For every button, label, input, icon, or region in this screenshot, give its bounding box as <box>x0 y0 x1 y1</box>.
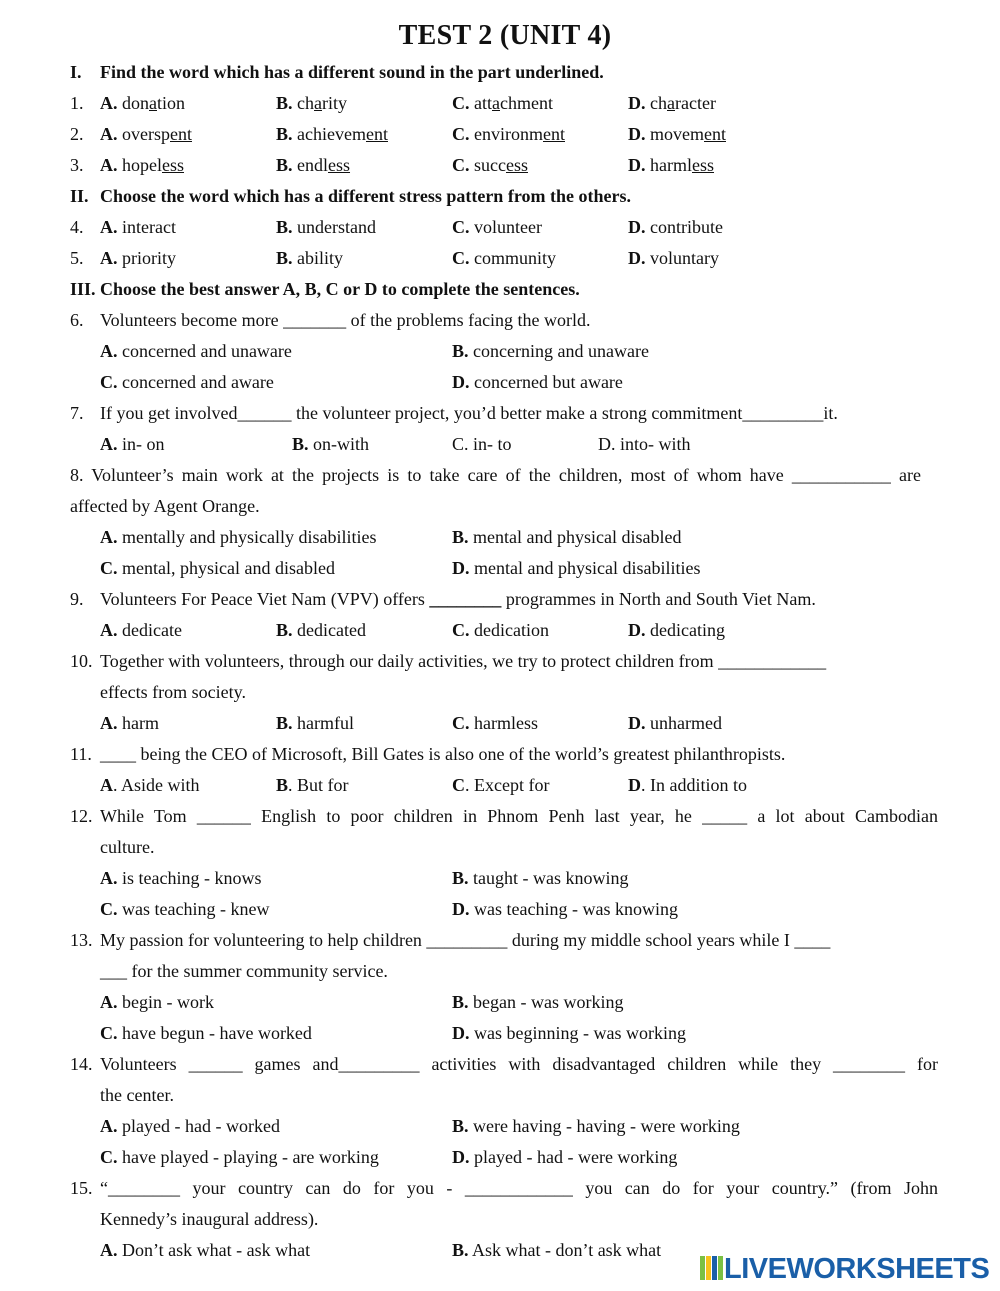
option-b[interactable]: B. on-with <box>292 434 370 454</box>
option-a[interactable]: A. begin - work <box>100 992 214 1012</box>
option-b[interactable]: B. endless <box>276 155 351 175</box>
option-d[interactable]: D. concerned but aware <box>452 372 623 392</box>
option-b[interactable]: B. began - was working <box>452 992 624 1012</box>
option-a[interactable]: A. in- on <box>100 434 165 454</box>
option-b[interactable]: B. understand <box>276 217 376 237</box>
question-stem: “________ your country can do for you - ____________ you can do for your country.” (from John <box>100 1178 938 1198</box>
option-b[interactable]: B. But for <box>276 775 349 795</box>
question-stem: Volunteers ______ games and_________ activities with disadvantaged children while they ________ for <box>100 1054 938 1074</box>
question-stem: 8. Volunteer’s main work at the projects is to take care of the children, most of whom have ___________ are <box>70 465 921 485</box>
option-d[interactable]: D. was beginning - was working <box>452 1023 686 1043</box>
liveworksheets-logo-icon <box>700 1256 724 1280</box>
option-b[interactable]: B. concerning and unaware <box>452 341 649 361</box>
option-d[interactable]: D. voluntary <box>628 248 719 268</box>
option-b[interactable]: B. mental and physical disabled <box>452 527 682 547</box>
option-c[interactable]: C. success <box>452 155 528 175</box>
option-d[interactable]: D. In addition to <box>628 775 747 795</box>
option-d[interactable]: D. mental and physical disabilities <box>452 558 701 578</box>
option-b[interactable]: B. taught - was knowing <box>452 868 629 888</box>
option-c[interactable]: C. concerned and aware <box>100 372 274 392</box>
question-stem: Volunteers become more _______ of the problems facing the world. <box>100 310 591 330</box>
option-a[interactable]: A. dedicate <box>100 620 182 640</box>
option-a[interactable]: A. harm <box>100 713 159 733</box>
option-c[interactable]: C. mental, physical and disabled <box>100 558 335 578</box>
option-a[interactable]: A. interact <box>100 217 176 237</box>
option-d[interactable]: D. dedicating <box>628 620 725 640</box>
option-d[interactable]: D. harmless <box>628 155 714 175</box>
option-c[interactable]: C. in- to <box>452 434 512 454</box>
option-c[interactable]: C. was teaching - knew <box>100 899 270 919</box>
option-d[interactable]: D. character <box>628 93 716 113</box>
option-a[interactable]: A. mentally and physically disabilities <box>100 527 377 547</box>
option-c[interactable]: C. community <box>452 248 556 268</box>
option-c[interactable]: C. environment <box>452 124 565 144</box>
option-a[interactable]: A. overspent <box>100 124 192 144</box>
liveworksheets-logo-text: LIVEWORKSHEETS <box>724 1253 990 1285</box>
option-a[interactable]: A. Don’t ask what - ask what <box>100 1240 311 1260</box>
option-b[interactable]: B. were having - having - were working <box>452 1116 740 1136</box>
option-c[interactable]: C. volunteer <box>452 217 542 237</box>
option-b[interactable]: B. harmful <box>276 713 354 733</box>
option-b[interactable]: B. achievement <box>276 124 388 144</box>
option-a[interactable]: A. is teaching - knows <box>100 868 262 888</box>
option-a[interactable]: A. played - had - worked <box>100 1116 280 1136</box>
question-stem: My passion for volunteering to help children _________ during my middle school years while I ____ <box>100 930 831 950</box>
option-b[interactable]: B. charity <box>276 93 348 113</box>
question-stem: Together with volunteers, through our daily activities, we try to protect children from ____________ <box>100 651 827 671</box>
option-a[interactable]: A. Aside with <box>100 775 200 795</box>
question-stem: If you get involved______ the volunteer project, you’d better make a strong commitment_________it. <box>100 403 838 423</box>
option-c[interactable]: C. Except for <box>452 775 550 795</box>
option-d[interactable]: D. was teaching - was knowing <box>452 899 678 919</box>
question-stem: ____ being the CEO of Microsoft, Bill Gates is also one of the world’s greatest philanthropists. <box>100 744 786 764</box>
option-b[interactable]: B. Ask what - don’t ask what <box>452 1240 662 1260</box>
option-d[interactable]: D. unharmed <box>628 713 722 733</box>
option-d[interactable]: D. contribute <box>628 217 723 237</box>
option-c[interactable]: C. attachment <box>452 93 553 113</box>
option-a[interactable]: A. hopeless <box>100 155 184 175</box>
option-c[interactable]: C. have begun - have worked <box>100 1023 312 1043</box>
option-c[interactable]: C. harmless <box>452 713 538 733</box>
liveworksheets-logo <box>700 1252 996 1288</box>
option-c[interactable]: C. dedication <box>452 620 549 640</box>
option-b[interactable]: B. dedicated <box>276 620 366 640</box>
question-stem: Volunteers For Peace Viet Nam (VPV) offers ________ programmes in North and South Viet Nam. <box>100 589 816 609</box>
option-c[interactable]: C. have played - playing - are working <box>100 1147 379 1167</box>
option-d[interactable]: D. into- with <box>598 434 691 454</box>
option-d[interactable]: D. played - had - were working <box>452 1147 678 1167</box>
option-a[interactable]: A. priority <box>100 248 176 268</box>
option-d[interactable]: D. movement <box>628 124 726 144</box>
option-a[interactable]: A. donation <box>100 93 186 113</box>
page-title: TEST 2 (UNIT 4) <box>398 20 612 51</box>
option-b[interactable]: B. ability <box>276 248 344 268</box>
question-stem: While Tom ______ English to poor children in Phnom Penh last year, he _____ a lot about Cambodian <box>100 806 938 826</box>
option-a[interactable]: A. concerned and unaware <box>100 341 292 361</box>
